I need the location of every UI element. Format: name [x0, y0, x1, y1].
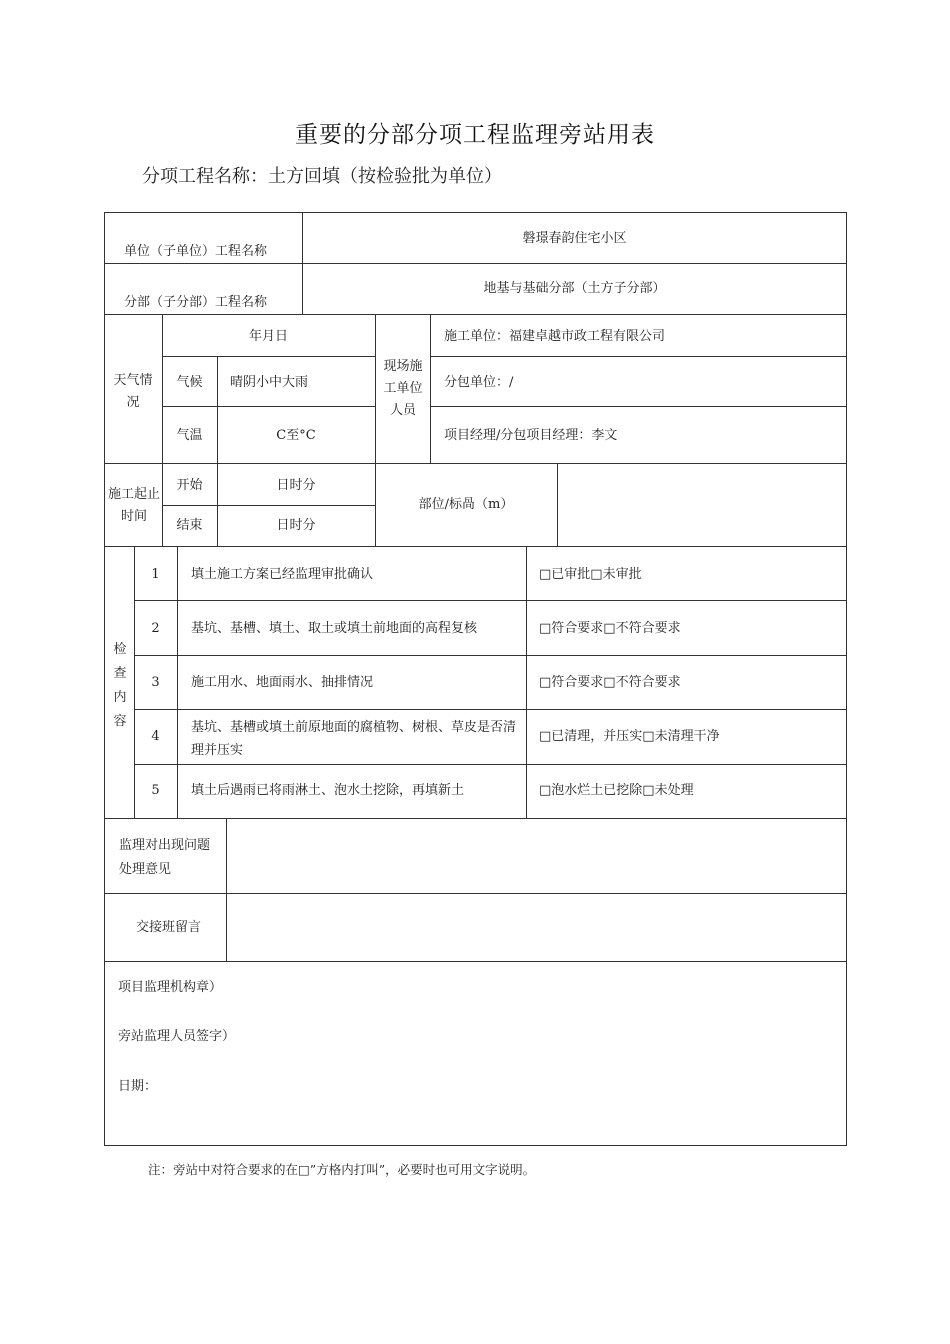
division-project-value: 地基与基础分部（土方子分部） [483, 281, 666, 296]
footnote: 注：旁站中对符合要求的在□”方格内打叫”，必要时也可用文字说明。 [148, 1162, 536, 1177]
contractor-unit: 施工单位：福建卓越市政工程有限公司 [444, 329, 666, 344]
subcontractor-unit: 分包单位：/ [444, 375, 514, 390]
start-label: 开始 [176, 478, 203, 493]
weather-date: 年月日 [248, 329, 288, 344]
inspection-item-result: □已清理，并压实□未清理干净 [539, 729, 720, 744]
end-label: 结束 [176, 518, 203, 533]
site-personnel-label: 现场施工单位人员 [383, 359, 423, 418]
start-value: 日时分 [276, 478, 316, 493]
climate-value: 晴阴小中大雨 [230, 375, 309, 390]
project-manager: 项目经理/分包项目经理：李文 [444, 428, 618, 443]
handover-note-label: 交接班留言 [136, 920, 202, 935]
date-field: 日期： [118, 1079, 158, 1094]
inspection-item-result: □符合要求□不符合要求 [539, 621, 681, 636]
temperature-label: 气温 [176, 428, 203, 443]
construction-time-label: 施工起止时间 [108, 487, 161, 524]
location-label: 部位/标咼（m） [418, 497, 514, 512]
supervision-opinion-label: 监理对出现问题处理意见 [119, 838, 211, 877]
inspection-item-content: 填土施工方案已经监理审批确认 [191, 567, 374, 582]
inspection-item-content: 基坑、基槽、填土、取土或填土前地面的高程复核 [191, 621, 478, 636]
unit-project-label: 单位（子单位）工程名称 [124, 244, 268, 259]
inspection-item-number: 2 [151, 621, 160, 636]
supervision-seal-field: 项目监理机构章） [118, 980, 223, 995]
end-value: 日时分 [276, 518, 316, 533]
climate-label: 气候 [176, 375, 203, 390]
inspection-item-number: 4 [151, 729, 160, 744]
page-subtitle: 分项工程名称：土方回填（按检验批为单位） [142, 166, 502, 187]
division-project-label: 分部（子分部）工程名称 [124, 295, 268, 310]
inspection-item-content: 填土后遇雨已将雨淋土、泡水土挖除，再填新土 [191, 783, 465, 798]
inspection-item-result: □符合要求□不符合要求 [539, 675, 681, 690]
inspection-item-content: 基坑、基槽或填土前原地面的腐植物、树根、草皮是否清理并压实 [191, 720, 517, 758]
inspection-item-number: 3 [151, 675, 160, 690]
inspection-label: 检查内容 [113, 642, 127, 729]
inspection-item-content: 施工用水、地面雨水、抽排情况 [191, 675, 374, 690]
page-title: 重要的分部分项工程监理旁站用表 [295, 122, 655, 148]
weather-label: 天气情况 [113, 373, 153, 410]
inspection-item-number: 1 [151, 567, 160, 582]
temperature-value: C至°C [276, 428, 316, 443]
unit-project-value: 磐璟春韵住宅小区 [522, 231, 627, 246]
inspection-item-number: 5 [151, 783, 160, 798]
inspection-item-result: □已审批□未审批 [539, 567, 642, 582]
supervisor-signature-field: 旁站监理人员签字） [118, 1029, 236, 1044]
inspection-item-result: □泡水烂土已挖除□未处理 [539, 783, 694, 798]
